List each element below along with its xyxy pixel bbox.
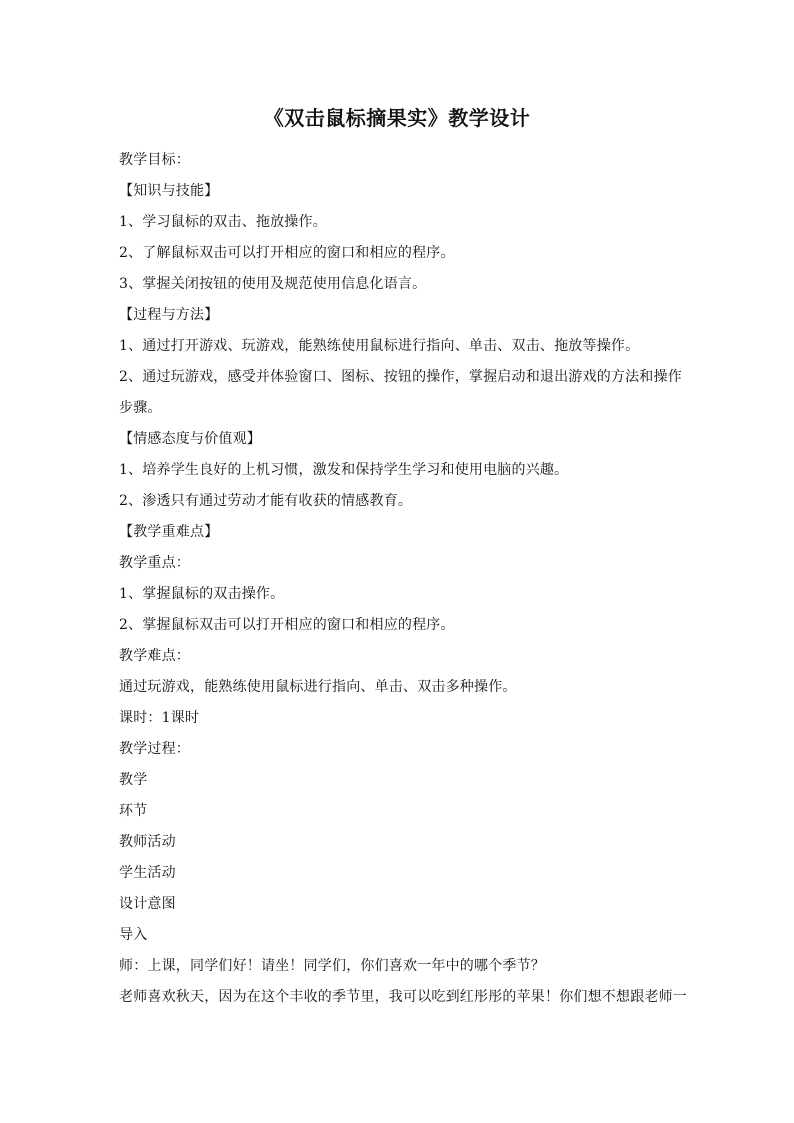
table-cell-text: 教学 xyxy=(119,772,148,788)
paragraph-line: 步骤。 xyxy=(119,400,162,416)
document-body xyxy=(119,145,687,1013)
paragraph-line: 1、学习鼠标的双击、拖放操作。 xyxy=(119,214,327,230)
paragraph-line: 通过玩游戏，能熟练使用鼠标进行指向、单击、双击多种操作。 xyxy=(119,679,517,695)
paragraph-line: 2、通过玩游戏，感受并体验窗口、图标、按钮的操作，掌握启动和退出游戏的方法和操作 xyxy=(119,369,682,385)
paragraph-line: 2、了解鼠标双击可以打开相应的窗口和相应的程序。 xyxy=(119,245,455,261)
paragraph-line: 1、培养学生良好的上机习惯，激发和保持学生学习和使用电脑的兴趣。 xyxy=(119,462,569,478)
heading-knowledge-skills: 【知识与技能】 xyxy=(119,183,219,199)
table-cell-text: 学生活动 xyxy=(119,865,176,881)
paragraph-line: 老师喜欢秋天，因为在这个丰收的季节里，我可以吃到红彤彤的苹果！你们想不想跟老师一 xyxy=(119,989,687,1005)
table-cell-text: 环节 xyxy=(119,803,148,819)
heading-key-difficult-points: 【教学重难点】 xyxy=(119,524,219,540)
heading-emotion-values: 【情感态度与价值观】 xyxy=(119,431,261,447)
section-label-key-points: 教学重点： xyxy=(119,555,190,571)
class-hours: 课时：1课时 xyxy=(119,710,200,726)
paragraph-line: 师：上课，同学们好！请坐！同学们，你们喜欢一年中的哪个季节？ xyxy=(119,958,545,974)
section-label-teaching-goals: 教学目标： xyxy=(119,152,190,168)
paragraph-line: 1、通过打开游戏、玩游戏，能熟练使用鼠标进行指向、单击、双击、拖放等操作。 xyxy=(119,338,640,354)
heading-process-methods: 【过程与方法】 xyxy=(119,307,219,323)
table-cell-text: 导入 xyxy=(119,927,148,943)
table-cell-text: 教师活动 xyxy=(119,834,176,850)
paragraph-line: 2、掌握鼠标双击可以打开相应的窗口和相应的程序。 xyxy=(119,617,455,633)
section-label-teaching-process: 教学过程： xyxy=(119,741,190,757)
section-label-difficult-points: 教学难点： xyxy=(119,648,190,664)
paragraph-line: 2、渗透只有通过劳动才能有收获的情感教育。 xyxy=(119,493,413,509)
paragraph-line: 1、掌握鼠标的双击操作。 xyxy=(119,586,285,602)
paragraph-line: 3、掌握关闭按钮的使用及规范使用信息化语言。 xyxy=(119,276,427,292)
document-title: 《双击鼠标摘果实》教学设计 xyxy=(263,106,531,130)
table-cell-text: 设计意图 xyxy=(119,896,176,912)
